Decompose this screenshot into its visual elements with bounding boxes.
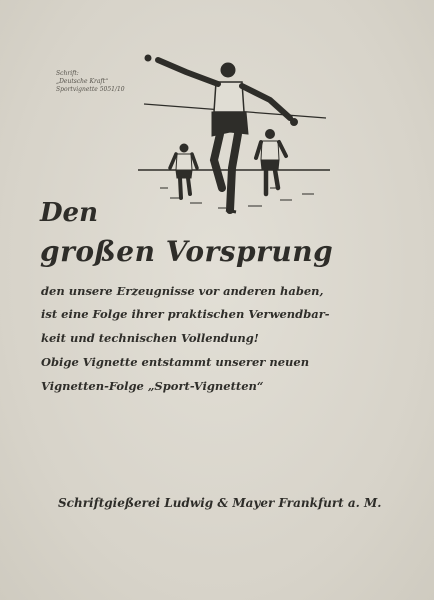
caption-line-1: Schrift: xyxy=(56,70,79,77)
headline-line-2: großen Vorsprung xyxy=(40,235,334,268)
foundry-signature: Schriftgießerei Ludwig & Mayer Frankfurt a. M. xyxy=(58,496,382,510)
runner-right xyxy=(256,130,286,195)
body-line: den unsere Erzeugnisse vor anderen haben, xyxy=(41,284,324,298)
sprinter-illustration xyxy=(130,48,330,228)
runner-left xyxy=(170,144,197,198)
body-line: keit und technischen Vollendung! xyxy=(41,331,259,345)
body-line: Obige Vignette entstammt unserer neuen xyxy=(41,355,310,369)
track-dashes xyxy=(160,188,314,208)
headline-line-1: Den xyxy=(40,198,98,228)
caption-line-3: Sportvignette 5051/10 xyxy=(56,86,125,93)
caption-line-2: „Deutsche Kraft“ xyxy=(56,78,109,85)
typeface-caption xyxy=(56,70,125,94)
body-line: ist eine Folge ihrer praktischen Verwendbar- xyxy=(41,307,330,321)
body-line: Vignetten-Folge „Sport-Vignetten“ xyxy=(41,379,264,393)
